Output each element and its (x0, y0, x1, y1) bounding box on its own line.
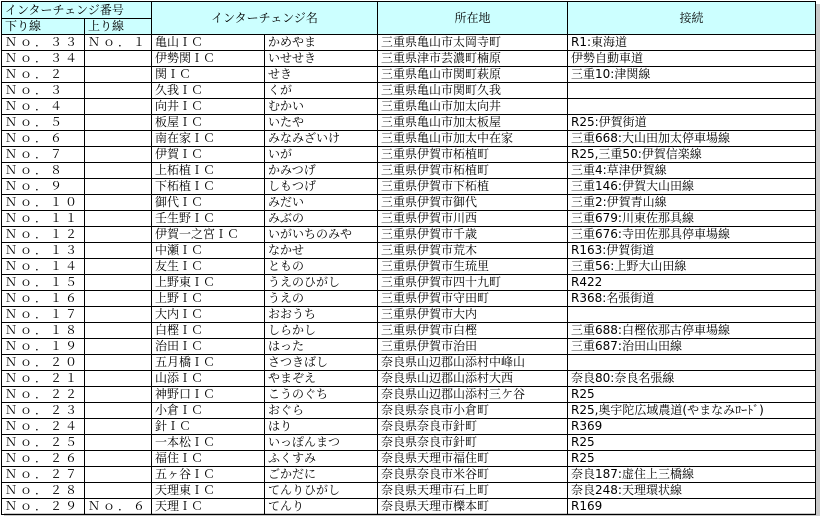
up-line-cell (85, 195, 152, 211)
ic-name-cell: 大内ＩＣ (152, 307, 265, 323)
ic-name-cell: 小倉ＩＣ (152, 403, 265, 419)
up-line-cell (85, 467, 152, 483)
up-line-cell (85, 115, 152, 131)
up-line-cell (85, 323, 152, 339)
location-cell: 奈良県山辺郡山添村中峰山 (378, 355, 568, 371)
connection-cell: R169 (568, 499, 816, 515)
ic-kana-cell: せき (265, 67, 378, 83)
table-row (2, 307, 816, 323)
table-row (2, 179, 816, 195)
ic-kana-cell: いせせき (265, 51, 378, 67)
up-line-cell (85, 227, 152, 243)
connection-cell: 三重679:川東佐那具線 (568, 211, 816, 227)
down-line-cell: Ｎｏ．２９ (2, 499, 85, 515)
table-row (2, 291, 816, 307)
connection-cell: 奈良248:天理環状線 (568, 483, 816, 499)
down-line-cell: Ｎｏ．１２ (2, 227, 85, 243)
location-cell: 三重県亀山市加太中在家 (378, 131, 568, 147)
table-row (2, 499, 816, 515)
ic-name-cell: 板屋ＩＣ (152, 115, 265, 131)
down-line-cell: Ｎｏ．１０ (2, 195, 85, 211)
connection-cell: 奈良80:奈良名張線 (568, 371, 816, 387)
header-ic-name: インターチェンジ名 (152, 2, 378, 35)
location-cell: 奈良県天理市櫟本町 (378, 499, 568, 515)
down-line-cell: Ｎｏ．３ (2, 83, 85, 99)
table-row (2, 403, 816, 419)
down-line-cell: Ｎｏ．２６ (2, 451, 85, 467)
table-row (2, 147, 816, 163)
connection-cell: R163:伊賀街道 (568, 243, 816, 259)
up-line-cell (85, 51, 152, 67)
ic-kana-cell: むかい (265, 99, 378, 115)
down-line-cell: Ｎｏ．３４ (2, 51, 85, 67)
down-line-cell: Ｎｏ．１９ (2, 339, 85, 355)
ic-name-cell: 福住ＩＣ (152, 451, 265, 467)
header-location: 所在地 (378, 2, 568, 35)
ic-kana-cell: やまぞえ (265, 371, 378, 387)
ic-name-cell: 天理東ＩＣ (152, 483, 265, 499)
up-line-cell: Ｎｏ．６ (85, 499, 152, 515)
ic-name-cell: 山添ＩＣ (152, 371, 265, 387)
table-row (2, 339, 816, 355)
table-row (2, 419, 816, 435)
ic-kana-cell: いたや (265, 115, 378, 131)
connection-cell: 三重668:大山田加太停車場線 (568, 131, 816, 147)
location-cell: 三重県伊賀市下柘植 (378, 179, 568, 195)
table-row (2, 259, 816, 275)
down-line-cell: Ｎｏ．１６ (2, 291, 85, 307)
ic-name-cell: 中瀬ＩＣ (152, 243, 265, 259)
down-line-cell: Ｎｏ．９ (2, 179, 85, 195)
table-row (2, 51, 816, 67)
ic-name-cell: 下柘植ＩＣ (152, 179, 265, 195)
connection-cell: R25 (568, 387, 816, 403)
table-row (2, 371, 816, 387)
down-line-cell: Ｎｏ．２７ (2, 467, 85, 483)
connection-cell: R25 (568, 451, 816, 467)
connection-cell: 三重56:上野大山田線 (568, 259, 816, 275)
table-row (2, 435, 816, 451)
table-row (2, 275, 816, 291)
down-line-cell: Ｎｏ．１５ (2, 275, 85, 291)
connection-cell (568, 83, 816, 99)
table-row (2, 451, 816, 467)
up-line-cell (85, 211, 152, 227)
connection-cell: R369 (568, 419, 816, 435)
ic-kana-cell: みぶの (265, 211, 378, 227)
ic-kana-cell: かめやま (265, 35, 378, 51)
up-line-cell (85, 483, 152, 499)
table-row (2, 67, 816, 83)
table-row (2, 243, 816, 259)
table-row (2, 83, 816, 99)
ic-kana-cell: こうのぐち (265, 387, 378, 403)
ic-kana-cell: なかせ (265, 243, 378, 259)
up-line-cell (85, 163, 152, 179)
ic-name-cell: 伊賀ＩＣ (152, 147, 265, 163)
location-cell: 三重県亀山市加太向井 (378, 99, 568, 115)
up-line-cell (85, 99, 152, 115)
interchange-table (1, 1, 816, 515)
ic-name-cell: 神野口ＩＣ (152, 387, 265, 403)
table-row (2, 227, 816, 243)
ic-name-cell: 白樫ＩＣ (152, 323, 265, 339)
up-line-cell (85, 435, 152, 451)
location-cell: 奈良県天理市石上町 (378, 483, 568, 499)
ic-name-cell: 針ＩＣ (152, 419, 265, 435)
up-line-cell (85, 259, 152, 275)
location-cell: 三重県亀山市関町萩原 (378, 67, 568, 83)
ic-name-cell: 治田ＩＣ (152, 339, 265, 355)
location-cell: 奈良県奈良市針町 (378, 435, 568, 451)
ic-kana-cell: おぐら (265, 403, 378, 419)
down-line-cell: Ｎｏ．２１ (2, 371, 85, 387)
down-line-cell: Ｎｏ．２２ (2, 387, 85, 403)
ic-kana-cell: しらかし (265, 323, 378, 339)
ic-kana-cell: うえのひがし (265, 275, 378, 291)
up-line-cell (85, 387, 152, 403)
table-row (2, 115, 816, 131)
up-line-cell (85, 131, 152, 147)
down-line-cell: Ｎｏ．８ (2, 163, 85, 179)
ic-name-cell: 伊賀一之宮ＩＣ (152, 227, 265, 243)
up-line-cell (85, 403, 152, 419)
location-cell: 三重県亀山市太岡寺町 (378, 35, 568, 51)
ic-kana-cell: うえの (265, 291, 378, 307)
location-cell: 三重県津市芸濃町楠原 (378, 51, 568, 67)
ic-name-cell: 南在家ＩＣ (152, 131, 265, 147)
ic-name-cell: 伊勢関ＩＣ (152, 51, 265, 67)
ic-kana-cell: てんりひがし (265, 483, 378, 499)
connection-cell: 伊勢自動車道 (568, 51, 816, 67)
connection-cell: 三重4:草津伊賀線 (568, 163, 816, 179)
down-line-cell: Ｎｏ．１３ (2, 243, 85, 259)
location-cell: 奈良県奈良市米谷町 (378, 467, 568, 483)
ic-name-cell: 上柘植ＩＣ (152, 163, 265, 179)
location-cell: 奈良県山辺郡山添村三ケ谷 (378, 387, 568, 403)
up-line-cell (85, 291, 152, 307)
location-cell: 三重県伊賀市四十九町 (378, 275, 568, 291)
up-line-cell (85, 179, 152, 195)
ic-name-cell: 友生ＩＣ (152, 259, 265, 275)
table-row (2, 467, 816, 483)
ic-kana-cell: てんり (265, 499, 378, 515)
down-line-cell: Ｎｏ．１７ (2, 307, 85, 323)
table-row (2, 387, 816, 403)
up-line-cell (85, 147, 152, 163)
table-row (2, 35, 816, 51)
ic-name-cell: 壬生野ＩＣ (152, 211, 265, 227)
ic-name-cell: 一本松ＩＣ (152, 435, 265, 451)
location-cell: 三重県伊賀市御代 (378, 195, 568, 211)
ic-kana-cell: みだい (265, 195, 378, 211)
location-cell: 三重県伊賀市柘植町 (378, 163, 568, 179)
header-up-line: 上り線 (85, 19, 152, 35)
ic-name-cell: 五月橋ＩＣ (152, 355, 265, 371)
header-down-line: 下り線 (2, 19, 85, 35)
table-row (2, 323, 816, 339)
ic-name-cell: 向井ＩＣ (152, 99, 265, 115)
down-line-cell: Ｎｏ．３３ (2, 35, 85, 51)
connection-cell: R25 (568, 435, 816, 451)
location-cell: 三重県伊賀市柘植町 (378, 147, 568, 163)
connection-cell: 三重2:伊賀青山線 (568, 195, 816, 211)
connection-cell: 三重688:白樫依那古停車場線 (568, 323, 816, 339)
ic-kana-cell: くが (265, 83, 378, 99)
connection-cell: R25,奥宇陀広域農道(やまなみﾛｰﾄﾞ) (568, 403, 816, 419)
table-row (2, 211, 816, 227)
location-cell: 奈良県天理市福住町 (378, 451, 568, 467)
down-line-cell: Ｎｏ．２３ (2, 403, 85, 419)
ic-kana-cell: みなみざいけ (265, 131, 378, 147)
table-body (2, 35, 816, 515)
connection-cell: 三重10:津関線 (568, 67, 816, 83)
up-line-cell (85, 307, 152, 323)
ic-name-cell: 上野東ＩＣ (152, 275, 265, 291)
ic-name-cell: 亀山ＩＣ (152, 35, 265, 51)
ic-kana-cell: しもつげ (265, 179, 378, 195)
up-line-cell: Ｎｏ．１ (85, 35, 152, 51)
ic-name-cell: 関ＩＣ (152, 67, 265, 83)
table-row (2, 131, 816, 147)
connection-cell: R422 (568, 275, 816, 291)
location-cell: 三重県伊賀市川西 (378, 211, 568, 227)
connection-cell: 奈良187:虚住上三橋線 (568, 467, 816, 483)
connection-cell: R368:名張街道 (568, 291, 816, 307)
down-line-cell: Ｎｏ．２８ (2, 483, 85, 499)
up-line-cell (85, 83, 152, 99)
ic-kana-cell: いっぽんまつ (265, 435, 378, 451)
location-cell: 奈良県山辺郡山添村大西 (378, 371, 568, 387)
ic-kana-cell: ふくすみ (265, 451, 378, 467)
down-line-cell: Ｎｏ．５ (2, 115, 85, 131)
up-line-cell (85, 355, 152, 371)
location-cell: 三重県亀山市加太板屋 (378, 115, 568, 131)
connection-cell (568, 307, 816, 323)
ic-kana-cell: かみつげ (265, 163, 378, 179)
up-line-cell (85, 419, 152, 435)
ic-name-cell: 久我ＩＣ (152, 83, 265, 99)
down-line-cell: Ｎｏ．４ (2, 99, 85, 115)
up-line-cell (85, 243, 152, 259)
connection-cell: R25:伊賀街道 (568, 115, 816, 131)
up-line-cell (85, 371, 152, 387)
location-cell: 三重県伊賀市守田町 (378, 291, 568, 307)
header-connection: 接続 (568, 2, 816, 35)
down-line-cell: Ｎｏ．７ (2, 147, 85, 163)
down-line-cell: Ｎｏ．２５ (2, 435, 85, 451)
down-line-cell: Ｎｏ．１８ (2, 323, 85, 339)
location-cell: 奈良県奈良市小倉町 (378, 403, 568, 419)
ic-name-cell: 天理ＩＣ (152, 499, 265, 515)
ic-name-cell: 五ヶ谷ＩＣ (152, 467, 265, 483)
connection-cell: 三重146:伊賀大山田線 (568, 179, 816, 195)
up-line-cell (85, 339, 152, 355)
ic-name-cell: 御代ＩＣ (152, 195, 265, 211)
ic-kana-cell: はり (265, 419, 378, 435)
location-cell: 三重県伊賀市治田 (378, 339, 568, 355)
connection-cell: R1:東海道 (568, 35, 816, 51)
location-cell: 三重県亀山市関町久我 (378, 83, 568, 99)
location-cell: 三重県伊賀市大内 (378, 307, 568, 323)
connection-cell (568, 99, 816, 115)
ic-kana-cell: さつきばし (265, 355, 378, 371)
header-ic-number: インターチェンジ番号 (2, 2, 152, 19)
up-line-cell (85, 275, 152, 291)
location-cell: 三重県伊賀市千歳 (378, 227, 568, 243)
down-line-cell: Ｎｏ．２０ (2, 355, 85, 371)
table-row (2, 195, 816, 211)
table-row (2, 483, 816, 499)
ic-kana-cell: いがいちのみや (265, 227, 378, 243)
connection-cell: 三重687:治田山田線 (568, 339, 816, 355)
up-line-cell (85, 451, 152, 467)
connection-cell: 三重676:寺田佐那具停車場線 (568, 227, 816, 243)
ic-kana-cell: いが (265, 147, 378, 163)
ic-kana-cell: はった (265, 339, 378, 355)
down-line-cell: Ｎｏ．６ (2, 131, 85, 147)
down-line-cell: Ｎｏ．１１ (2, 211, 85, 227)
table-row (2, 99, 816, 115)
location-cell: 三重県伊賀市生琉里 (378, 259, 568, 275)
ic-name-cell: 上野ＩＣ (152, 291, 265, 307)
connection-cell: R25,三重50:伊賀信楽線 (568, 147, 816, 163)
connection-cell (568, 355, 816, 371)
ic-kana-cell: おおうち (265, 307, 378, 323)
table-row (2, 355, 816, 371)
up-line-cell (85, 67, 152, 83)
down-line-cell: Ｎｏ．２ (2, 67, 85, 83)
down-line-cell: Ｎｏ．２４ (2, 419, 85, 435)
location-cell: 奈良県奈良市針町 (378, 419, 568, 435)
table-row (2, 163, 816, 179)
ic-kana-cell: ごかだに (265, 467, 378, 483)
down-line-cell: Ｎｏ．１４ (2, 259, 85, 275)
ic-kana-cell: ともの (265, 259, 378, 275)
location-cell: 三重県伊賀市白樫 (378, 323, 568, 339)
location-cell: 三重県伊賀市荒木 (378, 243, 568, 259)
